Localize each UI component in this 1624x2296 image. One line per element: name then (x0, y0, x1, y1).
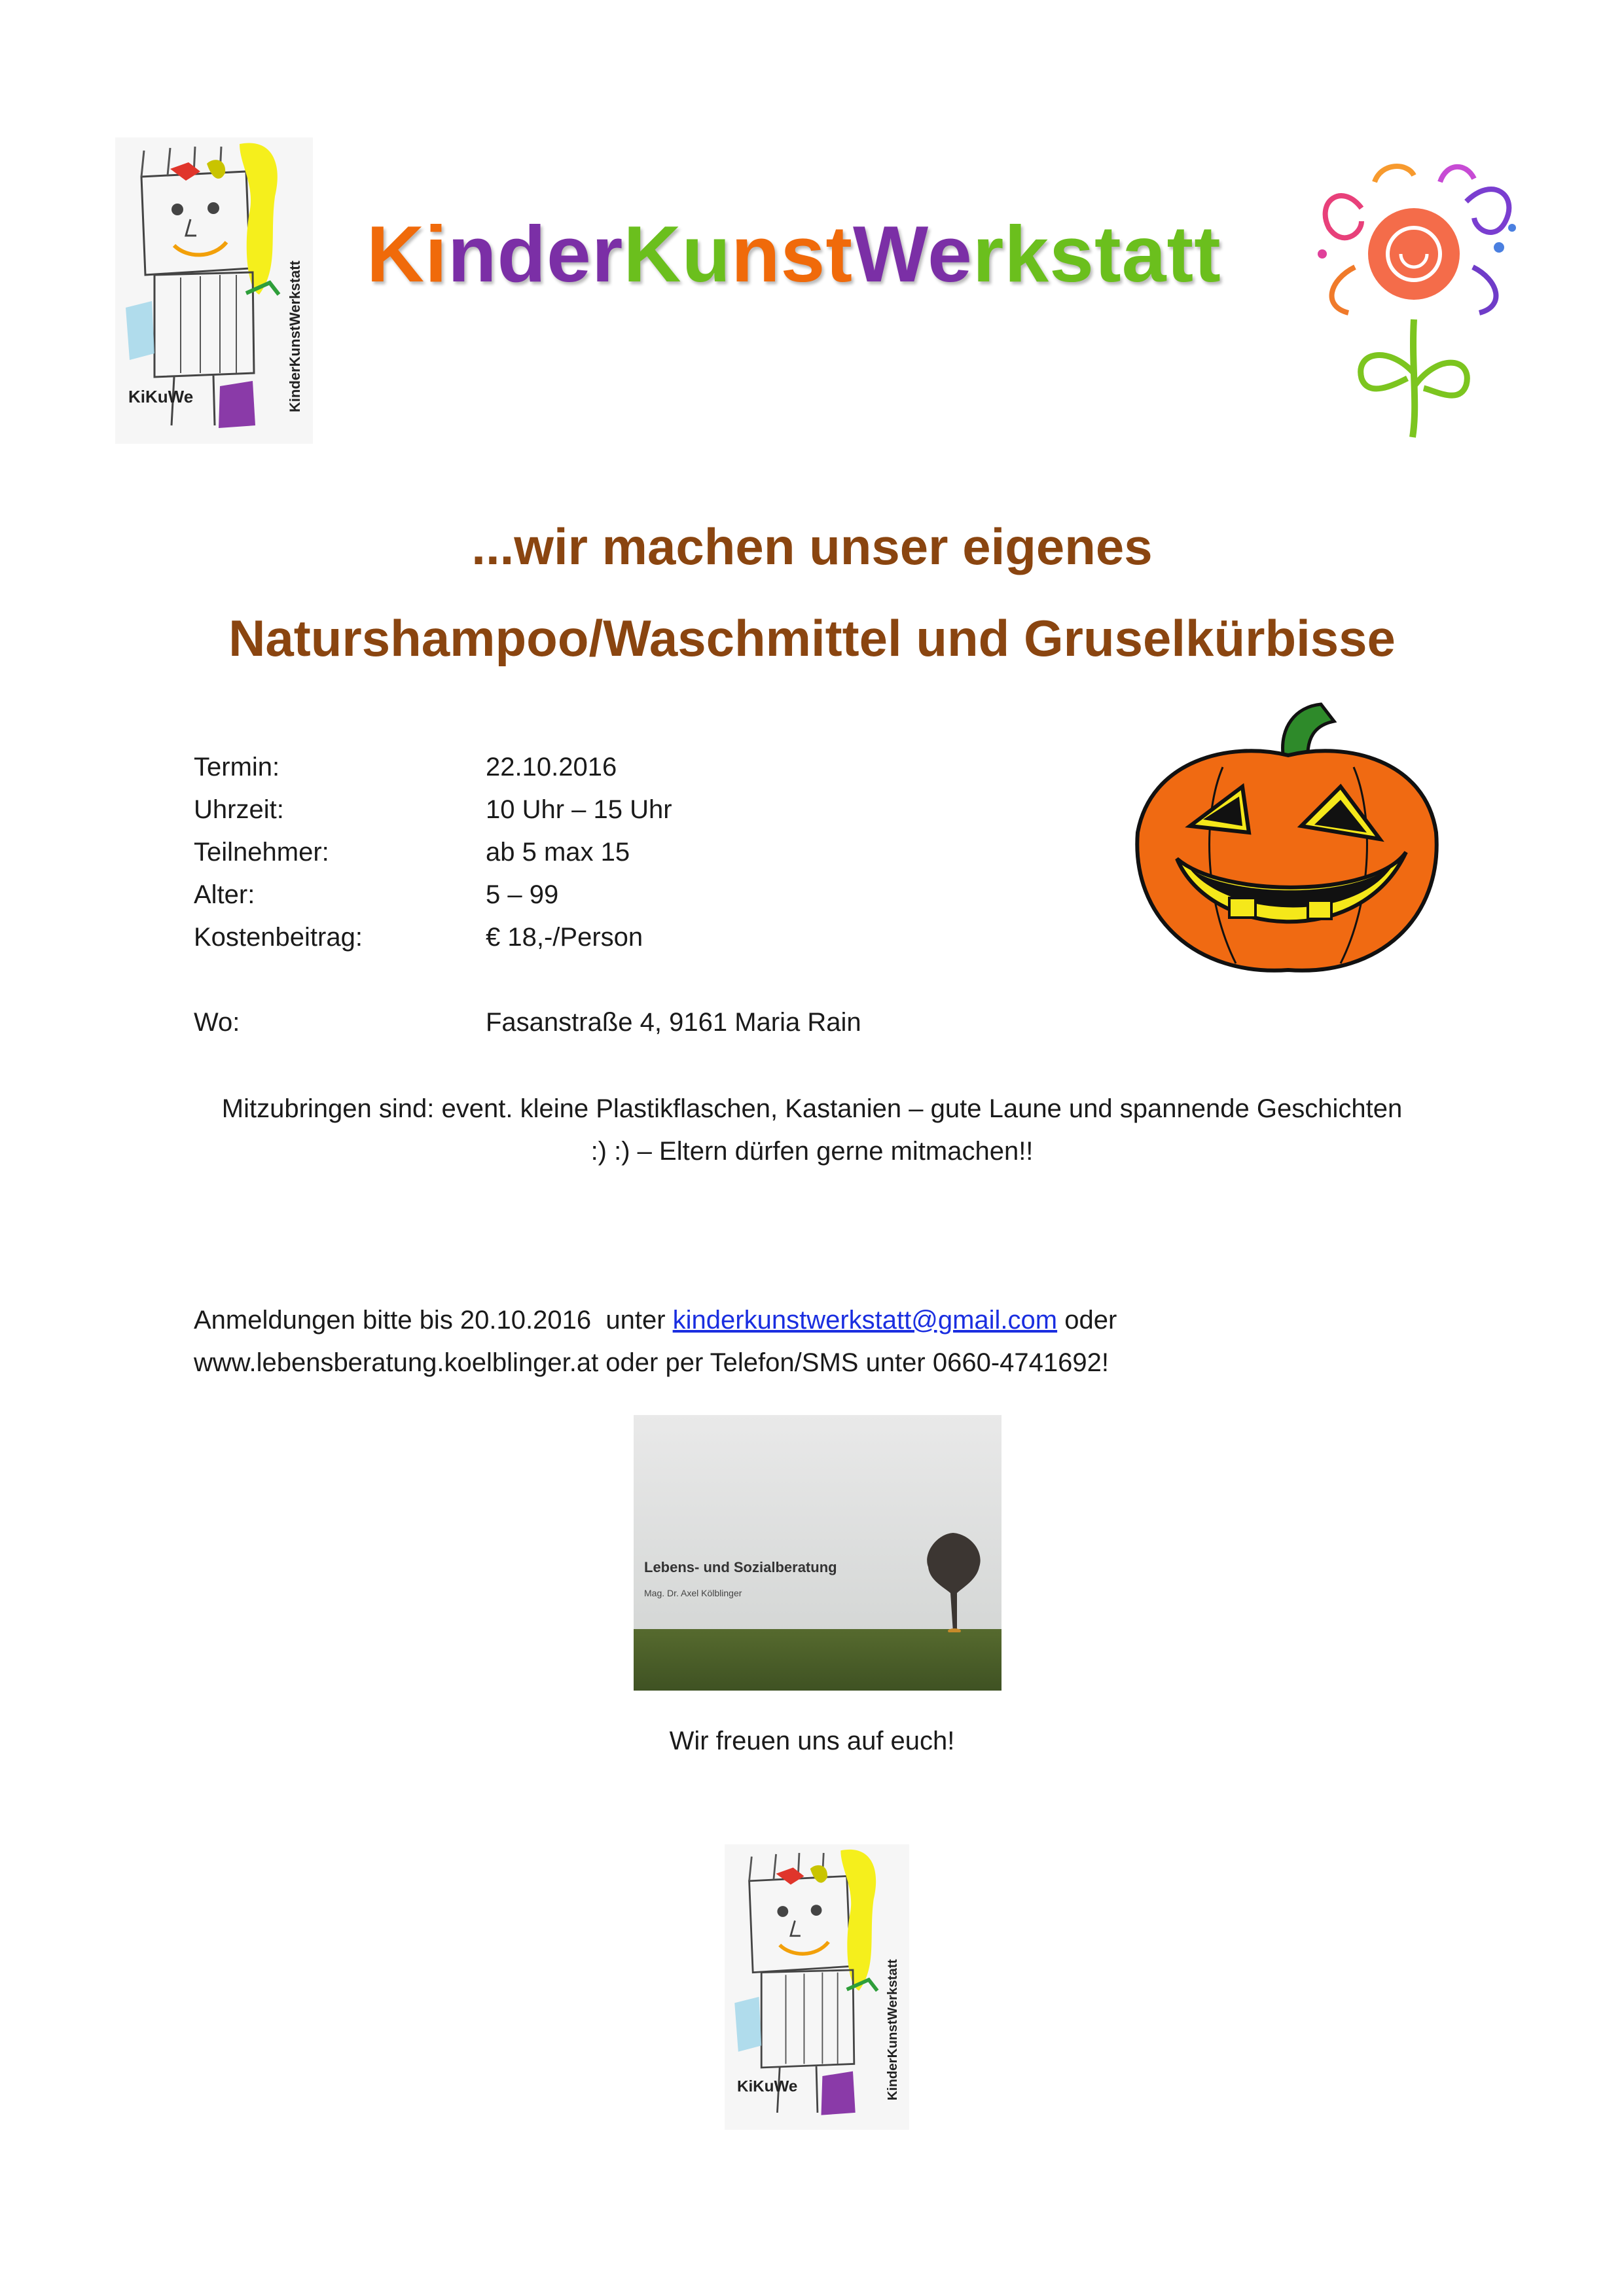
flower-illustration (1303, 156, 1525, 444)
detail-label: Uhrzeit: (194, 795, 284, 824)
kikuwe-logo-icon (115, 137, 313, 444)
detail-label: Termin: (194, 753, 280, 781)
photo-subtitle: Mag. Dr. Axel Kölblinger (644, 1588, 742, 1598)
photo-title: Lebens- und Sozialberatung (644, 1559, 837, 1575)
detail-value: 5 – 99 (486, 880, 559, 909)
tree-icon (916, 1528, 988, 1632)
detail-label: Teilnehmer: (194, 838, 329, 867)
logo-vertical-text: KinderKunstWerkstatt (885, 1959, 901, 2101)
headline-line-1: ...wir machen unser eigenes (471, 518, 1153, 575)
detail-label: Kostenbeitrag: (194, 923, 363, 952)
logo-text: KiKuWe (128, 387, 194, 406)
bring-along-line-1: Mitzubringen sind: event. kleine Plastikflaschen, Kastanien – gute Laune und spannende Geschichten (221, 1094, 1403, 1123)
registration-line-2: www.lebensberatung.koelblinger.at oder per Telefon/SMS unter 0660-4741692! (194, 1348, 1109, 1377)
title-part-1: nder (448, 209, 624, 298)
photo-ground (634, 1629, 1001, 1691)
detail-label: Alter: (194, 880, 255, 909)
registration-line-1 (194, 1306, 1117, 1335)
title-part-0: Ki (367, 209, 448, 298)
email-link[interactable]: kinderkunstwerkstatt@gmail.com (672, 1306, 1058, 1335)
detail-value: 10 Uhr – 15 Uhr (486, 795, 672, 824)
pumpkin-illustration (1131, 702, 1445, 990)
page-title (367, 208, 1221, 300)
title-part-2: Ku (623, 209, 732, 298)
detail-value: 22.10.2016 (486, 753, 617, 781)
title-part-5: rkstatt (972, 209, 1221, 298)
counseling-photo (634, 1415, 1001, 1691)
headline-line-2: Naturshampoo/Waschmittel und Gruselkürbisse (228, 609, 1396, 667)
registration-prefix: Anmeldungen bitte bis 20.10.2016 unter (194, 1306, 673, 1335)
registration-suffix: oder (1057, 1306, 1117, 1335)
logo-text: KiKuWe (736, 2077, 798, 2096)
title-part-4: We (853, 209, 973, 298)
closing-text: Wir freuen uns auf euch! (669, 1727, 955, 1755)
detail-value: ab 5 max 15 (486, 838, 630, 867)
title-part-3: nst (731, 209, 854, 298)
kikuwe-logo-icon (725, 1844, 909, 2130)
kikuwe-logo-bottom (725, 1844, 909, 2130)
pumpkin-icon (1131, 702, 1445, 990)
bring-along-line-2: :) :) – Eltern dürfen gerne mitmachen!! (590, 1137, 1034, 1166)
logo-vertical-text: KinderKunstWerkstatt (287, 260, 303, 412)
flower-icon (1303, 156, 1525, 444)
kikuwe-logo-top (115, 137, 313, 444)
location-label: Wo: (194, 1008, 240, 1037)
detail-value: € 18,-/Person (486, 923, 643, 952)
location-value: Fasanstraße 4, 9161 Maria Rain (486, 1008, 861, 1037)
